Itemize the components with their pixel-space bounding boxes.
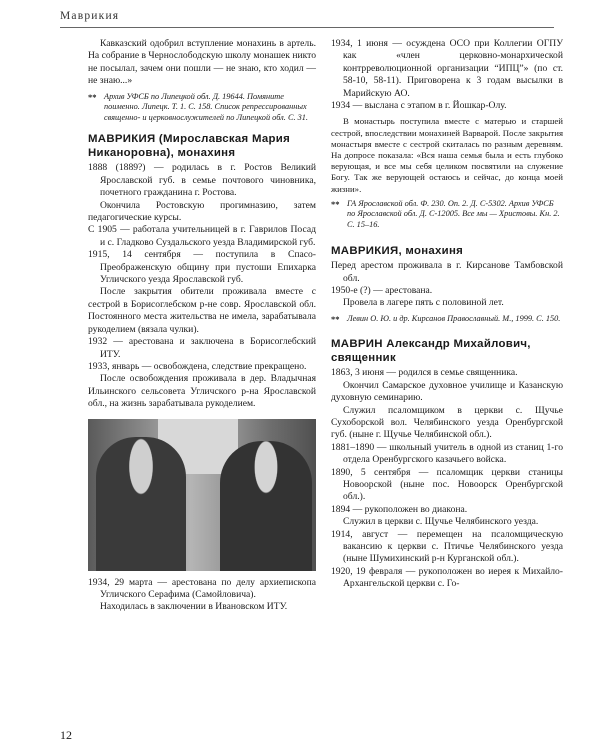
source-note [331,314,563,325]
entry-heading: МАВРИКИЯ, монахиня [331,244,464,257]
bio-line: 1863, 3 июня — родился в семье священника. [331,367,518,379]
bio-line: Провела в лагере пять с половиной лет. [343,297,504,309]
source-note [88,92,316,124]
page-number: 12 [60,728,72,742]
bio-line: 1934, 1 июня — осуждена ОСО при Коллегии ОГПУ как «член церковно-монархической контрреволюционной организации “ИПЦ”» (по ст. 58-10, 58-11). Приговорена к 3 годам высылки в Марийскую АО. [331,38,563,99]
bio-line: Служил псаломщиком в церкви с. Щучье Сухоборской вол. Челябинского уезда Оренбургской губ. (ныне г. Щучье Челябинской обл.). [331,404,563,441]
bio-line: После закрытия обители проживала вместе с сестрой в Борисоглебском р-не совр. Ярославской обл. Постоянного места жительства не имела, зарабатывала рукоделием (вязала чулки). [88,286,316,335]
asterisk-icon: ** [88,91,97,102]
bio-line: 1914, август — перемещен на псаломщическую вакансию к церкви с. Птичье Челябинского уезда (ныне Шумихинский р-н Курганской обл.). [331,528,563,565]
bio-line: 1933, январь — освобождена, следствие прекращено. [88,360,307,372]
bio-line: Служил в церкви с. Щучье Челябинского уезда. [343,516,539,528]
entry-heading: МАВРИН Александр Михайлович, священник [331,338,531,364]
bio-line: 1920, 19 февраля — рукоположен во иерея к Михайло-Архангельской церкви с. Го- [331,565,563,590]
bio-line: 1934, 29 марта — арестована по делу архиепископа Угличского Серафима (Самойловича). [88,576,316,600]
asterisk-icon: ** [331,198,340,209]
bio-line: 1890, 5 сентября — псаломщик церкви станицы Новоорской (ныне пос. Новоорск Оренбургской обл.). [331,466,563,503]
bio-line: 1932 — арестована и заключена в Борисоглебский ИТУ. [88,336,316,360]
bio-line: 1950-е (?) — арестована. [331,284,433,296]
source-note-text: Левин О. Ю. и др. Кирсанов Православный. М., 1999. С. 150. [347,313,561,323]
source-note [331,199,563,231]
intro-paragraph: Кавказский одобрил вступление монахинь в артель. На собрание в Чернослободскую школу монашек никто не посылал, зачем они пошли — не знаю, кто ходил — не знаю...» [88,38,317,87]
bio-line: 1915, 14 сентября — поступила в Спасо-Преображенскую общину при пустоши Епихарка Угличского уезда Ярославской губ. [88,249,316,286]
narrative-paragraph: В монастырь поступила вместе с матерью и старшей сестрой, впоследствии монахиней Варварой. После закрытия монастыря вместе с сестрой скиталась по разным деревням. На допросе показала: «Вся наша семья была и есть глубоко верующая, и все мы себя целиком посвятили на служение Богу. Так же верующей остаюсь и сейчас, до конца моей жизни». [331,116,563,194]
left-column [88,38,316,614]
portrait-photo [88,419,316,571]
bio-line: Находилась в заключении в Ивановском ИТУ. [100,601,288,613]
bio-line: 1888 (1889?) — родилась в г. Ростов Великий Ярославской губ. в семье почтового чиновника, почетного гражданина г. Ростова. [88,162,316,199]
asterisk-icon: ** [331,313,340,324]
right-column [331,38,563,591]
running-head: Маврикия [60,10,120,22]
bio-line: Окончил Самарское духовное училище и Казанскую духовную семинарию. [331,379,563,404]
bio-line: 1894 — рукоположен во диакона. [331,503,468,515]
bio-line: Окончила Ростовскую прогимназию, затем педагогические курсы. [88,199,316,224]
bio-line: 1934 — выслана с этапом в г. Йошкар-Олу. [331,100,507,112]
entry-heading: МАВРИКИЯ (Мирославская Мария Никаноровна), монахиня [88,133,291,159]
bio-line: С 1905 — работала учительницей в г. Гаврилов Посад и с. Гладково Суздальского уезда Владимирской губ. [88,224,316,248]
bio-line: 1881–1890 — школьный учитель в одной из станиц 1-го отдела Оренбургского казачьего войска. [331,441,563,466]
photo-person-right [220,441,312,571]
header-rule [60,27,554,28]
bio-line: После освобождения проживала в дер. Владычная Ильинского сельсовета Угличского р-на Ярославской обл., на жизнь зарабатывала рукоделием. [88,373,316,410]
source-note-text: Архив УФСБ по Липецкой обл. Д. 19644. Помяните поименно. Липецк. Т. 1. С. 158. Список репрессированных священно- и церковнослужителей по Липецкой обл. С. 31. [104,91,308,122]
bio-line: Перед арестом проживала в г. Кирсанове Тамбовской обл. [331,260,563,284]
source-note-text: ГА Ярославской обл. Ф. 230. Оп. 2. Д. С-5302. Архив УФСБ по Ярославской обл. Д. С-12005. Все мы — Христовы. Кн. 2. С. 15–16. [347,198,560,230]
photo-person-left [96,437,186,571]
